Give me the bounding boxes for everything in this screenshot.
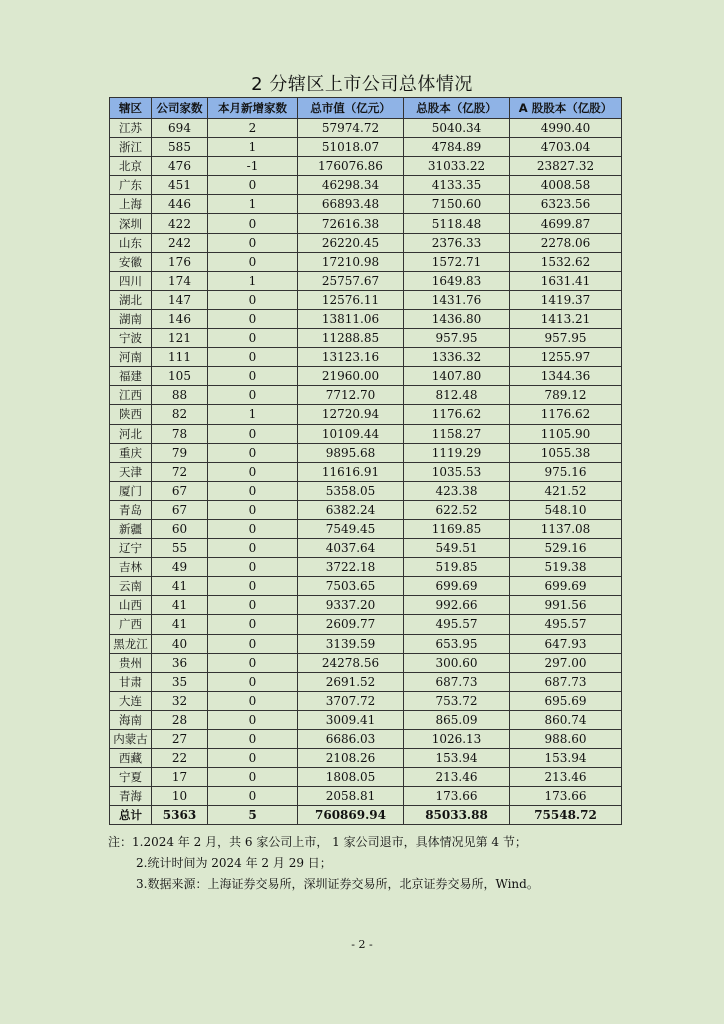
- cell-region: 宁波: [110, 329, 152, 348]
- cell-a-shares: 957.95: [510, 329, 622, 348]
- cell-a-shares: 1413.21: [510, 309, 622, 328]
- cell-company-count: 41: [152, 615, 208, 634]
- table-row: [110, 195, 622, 214]
- cell-a-shares: 1631.41: [510, 271, 622, 290]
- cell-market-cap: 176076.86: [298, 157, 404, 176]
- cell-a-shares: 548.10: [510, 500, 622, 519]
- header-new-this-month: 本月新增家数: [208, 98, 298, 119]
- cell-region: 云南: [110, 577, 152, 596]
- cell-a-shares: 495.57: [510, 615, 622, 634]
- table-row: [110, 309, 622, 328]
- cell-company-count: 121: [152, 329, 208, 348]
- header-market-cap: 总市值（亿元）: [298, 98, 404, 119]
- cell-company-count: 36: [152, 653, 208, 672]
- cell-company-count: 174: [152, 271, 208, 290]
- table-row: [110, 367, 622, 386]
- cell-company-count: 82: [152, 405, 208, 424]
- table-row: [110, 424, 622, 443]
- cell-total-shares: 1572.71: [404, 252, 510, 271]
- cell-total-shares: 153.94: [404, 749, 510, 768]
- table-row: [110, 329, 622, 348]
- cell-a-shares: 991.56: [510, 596, 622, 615]
- cell-region: 西藏: [110, 749, 152, 768]
- cell-total-shares: 213.46: [404, 768, 510, 787]
- table-row: [110, 787, 622, 806]
- cell-total-shares: 753.72: [404, 691, 510, 710]
- cell-new-count: 0: [208, 500, 298, 519]
- cell-a-shares: 1055.38: [510, 443, 622, 462]
- cell-a-shares: 699.69: [510, 577, 622, 596]
- table-row: [110, 691, 622, 710]
- cell-market-cap: 21960.00: [298, 367, 404, 386]
- cell-market-cap: 2609.77: [298, 615, 404, 634]
- cell-new-count: 0: [208, 672, 298, 691]
- cell-total-shares: 4133.35: [404, 176, 510, 195]
- cell-total-shares: 31033.22: [404, 157, 510, 176]
- table-row: [110, 768, 622, 787]
- table-row: [110, 634, 622, 653]
- table-row: [110, 233, 622, 252]
- cell-new-count: 0: [208, 596, 298, 615]
- cell-total-shares: 699.69: [404, 577, 510, 596]
- cell-total-shares: 1431.76: [404, 290, 510, 309]
- cell-new-count: 0: [208, 348, 298, 367]
- cell-new-count: 0: [208, 768, 298, 787]
- cell-market-cap: 12720.94: [298, 405, 404, 424]
- cell-a-shares: 1137.08: [510, 519, 622, 538]
- cell-market-cap: 24278.56: [298, 653, 404, 672]
- cell-company-count: 32: [152, 691, 208, 710]
- cell-market-cap: 25757.67: [298, 271, 404, 290]
- table-row: [110, 119, 622, 138]
- cell-region: 海南: [110, 710, 152, 729]
- cell-new-count: 0: [208, 290, 298, 309]
- cell-total-shares: 687.73: [404, 672, 510, 691]
- footnote-3: 3.数据来源：上海证券交易所，深圳证券交易所，北京证券交易所，Wind。: [136, 877, 539, 891]
- cell-total-shares: 1035.53: [404, 462, 510, 481]
- cell-company-count: 49: [152, 558, 208, 577]
- cell-new-count: 0: [208, 653, 298, 672]
- cell-total-shares: 1026.13: [404, 730, 510, 749]
- cell-company-count: 67: [152, 500, 208, 519]
- cell-total-shares: 4784.89: [404, 138, 510, 157]
- cell-new-count: 0: [208, 481, 298, 500]
- cell-market-cap: 26220.45: [298, 233, 404, 252]
- cell-region: 深圳: [110, 214, 152, 233]
- cell-company-count: 41: [152, 596, 208, 615]
- cell-a-shares: 695.69: [510, 691, 622, 710]
- cell-company-count: 67: [152, 481, 208, 500]
- cell-company-count: 446: [152, 195, 208, 214]
- cell-company-count: 111: [152, 348, 208, 367]
- cell-total-shares: 495.57: [404, 615, 510, 634]
- cell-market-cap: 9337.20: [298, 596, 404, 615]
- cell-market-cap: 6382.24: [298, 500, 404, 519]
- cell-region: 河北: [110, 424, 152, 443]
- cell-new-count: 0: [208, 615, 298, 634]
- cell-market-cap: 3722.18: [298, 558, 404, 577]
- cell-region: 贵州: [110, 653, 152, 672]
- cell-new-count: 0: [208, 443, 298, 462]
- table-header-row: [110, 98, 622, 119]
- cell-region: 安徽: [110, 252, 152, 271]
- cell-region: 青岛: [110, 500, 152, 519]
- cell-new-count: 0: [208, 539, 298, 558]
- cell-region: 吉林: [110, 558, 152, 577]
- cell-company-count: 10: [152, 787, 208, 806]
- cell-a-shares: 1419.37: [510, 290, 622, 309]
- cell-region: 湖北: [110, 290, 152, 309]
- cell-market-cap: 13811.06: [298, 309, 404, 328]
- cell-market-cap: 66893.48: [298, 195, 404, 214]
- cell-a-shares: 2278.06: [510, 233, 622, 252]
- cell-market-cap: 7712.70: [298, 386, 404, 405]
- cell-market-cap: 4037.64: [298, 539, 404, 558]
- cell-a-shares: 4703.04: [510, 138, 622, 157]
- cell-region: 黑龙江: [110, 634, 152, 653]
- cell-market-cap: 3009.41: [298, 710, 404, 729]
- cell-market-cap: 9895.68: [298, 443, 404, 462]
- cell-total-shares: 812.48: [404, 386, 510, 405]
- cell-company-count: 35: [152, 672, 208, 691]
- cell-a-shares: 1344.36: [510, 367, 622, 386]
- cell-market-cap: 7503.65: [298, 577, 404, 596]
- cell-region: 重庆: [110, 443, 152, 462]
- cell-total-shares: 5118.48: [404, 214, 510, 233]
- cell-company-count: 17: [152, 768, 208, 787]
- cell-market-cap: 3707.72: [298, 691, 404, 710]
- listed-companies-table: [109, 97, 622, 825]
- cell-company-count: 147: [152, 290, 208, 309]
- cell-total-shares: 1119.29: [404, 443, 510, 462]
- cell-market-cap: 10109.44: [298, 424, 404, 443]
- cell-a-shares: 1105.90: [510, 424, 622, 443]
- table-row: [110, 710, 622, 729]
- cell-region: 广东: [110, 176, 152, 195]
- cell-market-cap: 1808.05: [298, 768, 404, 787]
- table-row: [110, 596, 622, 615]
- cell-total-shares: 1158.27: [404, 424, 510, 443]
- table-row: [110, 138, 622, 157]
- cell-total-shares: 1176.62: [404, 405, 510, 424]
- total-cell-a-shares: 75548.72: [510, 806, 622, 825]
- cell-a-shares: 1532.62: [510, 252, 622, 271]
- cell-company-count: 176: [152, 252, 208, 271]
- cell-company-count: 146: [152, 309, 208, 328]
- total-cell-new-count: 5: [208, 806, 298, 825]
- header-total-shares: 总股本（亿股）: [404, 98, 510, 119]
- cell-a-shares: 789.12: [510, 386, 622, 405]
- cell-market-cap: 11288.85: [298, 329, 404, 348]
- cell-a-shares: 647.93: [510, 634, 622, 653]
- cell-new-count: 0: [208, 176, 298, 195]
- header-a-shares: A 股股本（亿股）: [510, 98, 622, 119]
- cell-company-count: 79: [152, 443, 208, 462]
- page-title: 2 分辖区上市公司总体情况: [251, 74, 473, 95]
- cell-market-cap: 2058.81: [298, 787, 404, 806]
- cell-new-count: 1: [208, 138, 298, 157]
- cell-a-shares: 1176.62: [510, 405, 622, 424]
- table-row: [110, 749, 622, 768]
- cell-market-cap: 17210.98: [298, 252, 404, 271]
- cell-region: 天津: [110, 462, 152, 481]
- cell-company-count: 40: [152, 634, 208, 653]
- table-row: [110, 290, 622, 309]
- table-row: [110, 653, 622, 672]
- cell-market-cap: 51018.07: [298, 138, 404, 157]
- cell-region: 甘肃: [110, 672, 152, 691]
- cell-total-shares: 519.85: [404, 558, 510, 577]
- cell-new-count: 0: [208, 577, 298, 596]
- cell-region: 新疆: [110, 519, 152, 538]
- cell-company-count: 41: [152, 577, 208, 596]
- cell-company-count: 72: [152, 462, 208, 481]
- total-cell-total-shares: 85033.88: [404, 806, 510, 825]
- table-row: [110, 271, 622, 290]
- cell-total-shares: 549.51: [404, 539, 510, 558]
- cell-a-shares: 988.60: [510, 730, 622, 749]
- cell-company-count: 55: [152, 539, 208, 558]
- cell-region: 山东: [110, 233, 152, 252]
- footnote-2: 2.统计时间为 2024 年 2 月 29 日；: [136, 856, 332, 870]
- cell-company-count: 105: [152, 367, 208, 386]
- cell-a-shares: 4699.87: [510, 214, 622, 233]
- cell-a-shares: 529.16: [510, 539, 622, 558]
- cell-region: 上海: [110, 195, 152, 214]
- cell-market-cap: 72616.38: [298, 214, 404, 233]
- cell-company-count: 27: [152, 730, 208, 749]
- table-row: [110, 462, 622, 481]
- cell-region: 北京: [110, 157, 152, 176]
- cell-a-shares: 173.66: [510, 787, 622, 806]
- cell-total-shares: 1169.85: [404, 519, 510, 538]
- cell-region: 广西: [110, 615, 152, 634]
- cell-total-shares: 173.66: [404, 787, 510, 806]
- cell-new-count: 0: [208, 462, 298, 481]
- page-number: - 2 -: [351, 938, 373, 951]
- header-company-count: 公司家数: [152, 98, 208, 119]
- cell-a-shares: 6323.56: [510, 195, 622, 214]
- cell-region: 湖南: [110, 309, 152, 328]
- cell-company-count: 88: [152, 386, 208, 405]
- cell-total-shares: 1336.32: [404, 348, 510, 367]
- cell-company-count: 585: [152, 138, 208, 157]
- cell-new-count: 0: [208, 424, 298, 443]
- cell-company-count: 28: [152, 710, 208, 729]
- cell-region: 厦门: [110, 481, 152, 500]
- cell-total-shares: 957.95: [404, 329, 510, 348]
- table-row: [110, 157, 622, 176]
- cell-new-count: 0: [208, 691, 298, 710]
- cell-a-shares: 519.38: [510, 558, 622, 577]
- cell-company-count: 78: [152, 424, 208, 443]
- table-row: [110, 500, 622, 519]
- cell-market-cap: 13123.16: [298, 348, 404, 367]
- cell-company-count: 422: [152, 214, 208, 233]
- cell-a-shares: 4990.40: [510, 119, 622, 138]
- cell-a-shares: 975.16: [510, 462, 622, 481]
- cell-company-count: 451: [152, 176, 208, 195]
- cell-market-cap: 2691.52: [298, 672, 404, 691]
- cell-total-shares: 622.52: [404, 500, 510, 519]
- cell-region: 四川: [110, 271, 152, 290]
- cell-total-shares: 1649.83: [404, 271, 510, 290]
- cell-market-cap: 46298.34: [298, 176, 404, 195]
- cell-market-cap: 12576.11: [298, 290, 404, 309]
- cell-total-shares: 992.66: [404, 596, 510, 615]
- table-row: [110, 577, 622, 596]
- cell-new-count: 0: [208, 386, 298, 405]
- cell-company-count: 694: [152, 119, 208, 138]
- cell-new-count: 0: [208, 367, 298, 386]
- cell-new-count: 0: [208, 233, 298, 252]
- cell-region: 江西: [110, 386, 152, 405]
- cell-market-cap: 3139.59: [298, 634, 404, 653]
- cell-new-count: -1: [208, 157, 298, 176]
- cell-company-count: 22: [152, 749, 208, 768]
- total-cell-region: 总计: [110, 806, 152, 825]
- table-row: [110, 519, 622, 538]
- cell-new-count: 0: [208, 634, 298, 653]
- cell-total-shares: 1407.80: [404, 367, 510, 386]
- table-row: [110, 558, 622, 577]
- cell-a-shares: 153.94: [510, 749, 622, 768]
- cell-region: 福建: [110, 367, 152, 386]
- table-row: [110, 176, 622, 195]
- cell-region: 河南: [110, 348, 152, 367]
- cell-new-count: 0: [208, 214, 298, 233]
- table-row: [110, 730, 622, 749]
- cell-new-count: 1: [208, 405, 298, 424]
- table-row: [110, 539, 622, 558]
- cell-total-shares: 1436.80: [404, 309, 510, 328]
- cell-region: 大连: [110, 691, 152, 710]
- cell-a-shares: 297.00: [510, 653, 622, 672]
- cell-new-count: 1: [208, 195, 298, 214]
- cell-total-shares: 300.60: [404, 653, 510, 672]
- cell-region: 浙江: [110, 138, 152, 157]
- cell-region: 陕西: [110, 405, 152, 424]
- cell-a-shares: 421.52: [510, 481, 622, 500]
- footnote-1: 注：1.2024 年 2 月，共 6 家公司上市， 1 家公司退市，具体情况见第 4 节；: [108, 835, 527, 849]
- cell-a-shares: 213.46: [510, 768, 622, 787]
- cell-new-count: 0: [208, 710, 298, 729]
- cell-new-count: 0: [208, 309, 298, 328]
- cell-new-count: 0: [208, 787, 298, 806]
- cell-total-shares: 2376.33: [404, 233, 510, 252]
- cell-region: 江苏: [110, 119, 152, 138]
- total-row: [110, 806, 622, 825]
- cell-new-count: 0: [208, 749, 298, 768]
- cell-company-count: 60: [152, 519, 208, 538]
- cell-new-count: 1: [208, 271, 298, 290]
- footnotes: [108, 832, 708, 895]
- table-row: [110, 443, 622, 462]
- cell-new-count: 0: [208, 329, 298, 348]
- cell-market-cap: 7549.45: [298, 519, 404, 538]
- table-row: [110, 405, 622, 424]
- table-row: [110, 481, 622, 500]
- cell-a-shares: 23827.32: [510, 157, 622, 176]
- cell-total-shares: 7150.60: [404, 195, 510, 214]
- cell-region: 宁夏: [110, 768, 152, 787]
- table-row: [110, 252, 622, 271]
- table-row: [110, 348, 622, 367]
- cell-market-cap: 6686.03: [298, 730, 404, 749]
- table-row: [110, 672, 622, 691]
- cell-new-count: 0: [208, 252, 298, 271]
- cell-market-cap: 5358.05: [298, 481, 404, 500]
- cell-region: 内蒙古: [110, 730, 152, 749]
- cell-market-cap: 2108.26: [298, 749, 404, 768]
- table-row: [110, 386, 622, 405]
- total-cell-company-count: 5363: [152, 806, 208, 825]
- cell-total-shares: 653.95: [404, 634, 510, 653]
- table-row: [110, 214, 622, 233]
- cell-region: 青海: [110, 787, 152, 806]
- cell-total-shares: 423.38: [404, 481, 510, 500]
- cell-a-shares: 1255.97: [510, 348, 622, 367]
- cell-company-count: 476: [152, 157, 208, 176]
- cell-region: 山西: [110, 596, 152, 615]
- cell-new-count: 2: [208, 119, 298, 138]
- cell-a-shares: 687.73: [510, 672, 622, 691]
- cell-new-count: 0: [208, 558, 298, 577]
- table-body: [110, 119, 622, 825]
- cell-market-cap: 57974.72: [298, 119, 404, 138]
- cell-total-shares: 865.09: [404, 710, 510, 729]
- cell-a-shares: 4008.58: [510, 176, 622, 195]
- cell-new-count: 0: [208, 519, 298, 538]
- cell-company-count: 242: [152, 233, 208, 252]
- cell-region: 辽宁: [110, 539, 152, 558]
- table-row: [110, 615, 622, 634]
- cell-market-cap: 11616.91: [298, 462, 404, 481]
- cell-a-shares: 860.74: [510, 710, 622, 729]
- cell-total-shares: 5040.34: [404, 119, 510, 138]
- total-cell-market-cap: 760869.94: [298, 806, 404, 825]
- cell-new-count: 0: [208, 730, 298, 749]
- header-region: 辖区: [110, 98, 152, 119]
